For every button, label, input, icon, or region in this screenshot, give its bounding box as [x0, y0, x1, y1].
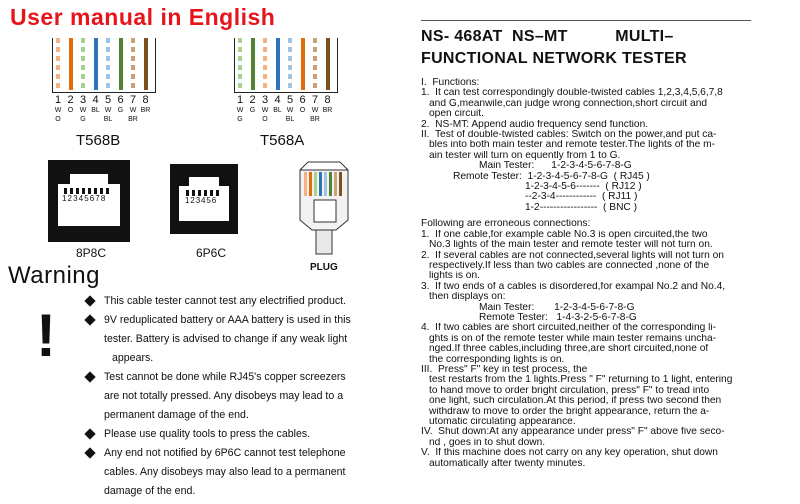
- warning-item-line: Please use quality tools to press the cables.: [104, 428, 311, 440]
- t568a-pin-color-label: W: [286, 107, 294, 114]
- right-panel: [405, 0, 800, 504]
- jack-8p8c-label: 8P8C: [76, 246, 107, 260]
- warning-item-line: permanent damage of the end.: [104, 409, 249, 421]
- manual-line: I. Functions:: [421, 78, 480, 88]
- manual-line: 1. If one cable,for example cable No.3 is open circuited,the two: [421, 229, 708, 240]
- manual-line: then displays on:: [429, 292, 506, 303]
- warning-item: [82, 425, 402, 444]
- t568b-diagram: [52, 38, 162, 150]
- t568b-pin-number: 1: [54, 94, 62, 106]
- t568b-pin-color-label: BR: [128, 116, 138, 123]
- t568b-pin-color-label: O: [67, 107, 74, 114]
- t568a-pin-color-label: W: [261, 107, 269, 114]
- manual-line: 4. If two cables are short circuited,neither of the corresponding li-: [421, 323, 717, 334]
- manual-line: and G,meanwile,can judge wrong connection,short circuit and: [429, 98, 708, 109]
- manual-line: 1-2----------------- ( BNC ): [525, 202, 638, 213]
- t568b-wire-7: [131, 38, 135, 90]
- t568b-pin-color-label: W: [129, 107, 137, 114]
- jack-6p6c-label: 6P6C: [196, 246, 227, 260]
- manual-line: V. If this machine does not carry on any key operation, shut down: [421, 448, 718, 459]
- t568a-pin-number: 4: [274, 94, 281, 106]
- t568a-diagram: [234, 38, 344, 150]
- t568a-pin-color-label: G: [237, 116, 243, 123]
- t568b-pin-number: 2: [67, 94, 74, 106]
- manual-line: to hand move to order bright circulation, press" F" to tread into: [429, 385, 710, 396]
- t568a-pin-number: 3: [261, 94, 269, 106]
- t568b-pin-color-label: O: [55, 116, 61, 123]
- diamond-bullet-icon: [84, 428, 95, 439]
- warning-item: [82, 292, 402, 311]
- warning-item: [82, 311, 402, 368]
- t568a-wire-6: [301, 38, 305, 90]
- t568b-pin-number: 4: [92, 94, 99, 106]
- t568a-pin-number: 8: [324, 94, 331, 106]
- jack-6p6c-pins: 123456: [185, 196, 218, 205]
- manual-line: Remote Tester: 1-4-3-2-5-6-7-8-G: [479, 312, 637, 323]
- t568a-pin-number: 5: [286, 94, 294, 106]
- t568b-pin-number: 3: [79, 94, 87, 106]
- plug-label: PLUG: [310, 262, 338, 273]
- rj45-plug: [292, 160, 356, 260]
- manual-banner: User manual in English: [10, 4, 276, 30]
- manual-title-line1: NS- 468AT NS–MT MULTI–: [421, 28, 674, 45]
- t568a-wire-2: [251, 38, 255, 90]
- t568a-pin-color-label: O: [299, 107, 306, 114]
- warning-item-line: cables. Any disobeys may also lead to a permanent: [104, 466, 346, 478]
- manual-title-line2: FUNCTIONAL NETWORK TESTER: [421, 50, 687, 67]
- manual-line: 1. It can test correspondingly double-twisted cables 1,2,3,4,5,6,7,8: [421, 88, 723, 99]
- t568b-wire-8: [144, 38, 148, 90]
- t568b-pin-color-label: G: [117, 107, 124, 114]
- t568a-wire-1: [238, 38, 242, 90]
- t568b-pin-color-label: W: [104, 107, 112, 114]
- warning-item-line: are not totally pressed. Any disobeys may lead to a: [104, 390, 344, 402]
- t568a-wire-7: [313, 38, 317, 90]
- manual-line: Remote Tester: 1-2-3-4-5-6-7-8-G ( RJ45 ): [453, 171, 650, 182]
- warning-item-line: This cable tester cannot test any electrified product.: [104, 295, 347, 307]
- manual-line: test restarts from the 1 lights.Press " F" returning to 1 light, entering: [429, 375, 733, 386]
- diamond-bullet-icon: [84, 314, 95, 325]
- manual-line: IV. Shut down:At any appearance under press" F" above five seco-: [421, 427, 725, 438]
- plug-drawing: [292, 160, 356, 256]
- manual-line: bles into both main tester and remote tester.The lights of the m-: [429, 140, 715, 151]
- t568b-pin-number: 8: [142, 94, 149, 106]
- t568b-wire-1: [56, 38, 60, 90]
- t568b-wire-2: [69, 38, 73, 90]
- t568a-pin-color-label: BR: [310, 116, 320, 123]
- manual-line: lights is on.: [429, 271, 480, 282]
- manual-line: respectively.If less than two cables are connected ,none of the: [429, 260, 710, 271]
- warning-exclamation: !: [36, 302, 56, 369]
- t568b-wire-4: [94, 38, 98, 90]
- t568a-wire-5: [288, 38, 292, 90]
- warning-item-line: Any end not notified by 6P6C cannot test telephone: [104, 447, 346, 459]
- t568a-pin-number: 2: [249, 94, 256, 106]
- t568b-wire-3: [81, 38, 85, 90]
- manual-line: 2. If several cables are not connected,several lights will not turn on: [421, 250, 724, 261]
- diamond-bullet-icon: [84, 371, 95, 382]
- warning-item-line: Test cannot be done while RJ45's copper screezers: [104, 371, 346, 383]
- manual-line: Following are erroneous connections:: [421, 219, 591, 230]
- t568a-pin-color-label: BL: [285, 116, 295, 123]
- manual-line: ghts is on of the remote tester while main tester remains uncha-: [429, 333, 717, 344]
- warning-item-line: tester. Battery is advised to change if any weak light: [104, 333, 348, 345]
- warning-title: Warning: [8, 262, 100, 289]
- t568a-wire-8: [326, 38, 330, 90]
- manual-line: ain tester will turn on equently from 1 to G.: [429, 150, 621, 161]
- manual-line: III. Press" F" key in test process, the: [421, 364, 588, 375]
- warning-item-line: damage of the end.: [104, 485, 196, 497]
- manual-line: No.3 lights of the main tester and remote tester will not turn on.: [429, 240, 713, 251]
- manual-body: [421, 78, 795, 469]
- manual-line: withdraw to move to order the bright appearance, return the a-: [429, 406, 710, 417]
- t568b-pin-number: 7: [129, 94, 137, 106]
- manual-line: 1-2-3-4-5-6------- ( RJ12 ): [525, 182, 642, 193]
- manual-line: automatically after twenty minutes.: [429, 458, 586, 469]
- manual-line: II. Test of double-twisted cables: Switch on the power,and put ca-: [421, 130, 717, 141]
- jack-8p8c: [48, 160, 130, 242]
- manual-line: utomatic circulating appearance.: [429, 417, 576, 427]
- t568a-pin-color-label: O: [262, 116, 268, 123]
- jack-6p6c: [170, 164, 238, 234]
- warning-item: [82, 444, 402, 501]
- t568a-wire-3: [263, 38, 267, 90]
- manual-line: Main Tester: 1-2-3-4-5-6-7-8-G: [479, 302, 635, 313]
- warning-item: [82, 368, 402, 425]
- manual-line: nd , goes in to shut down.: [429, 437, 546, 448]
- t568a-wire-4: [276, 38, 280, 90]
- t568a-pin-color-label: W: [311, 107, 319, 114]
- warning-item-line: 9V reduplicated battery or AAA battery is used in this: [104, 314, 351, 326]
- diamond-bullet-icon: [84, 295, 95, 306]
- t568b-name: T568B: [76, 132, 121, 149]
- jack-8p8c-pins: 12345678: [62, 194, 107, 203]
- manual-line: Main Tester: 1-2-3-4-5-6-7-8-G: [479, 161, 632, 172]
- t568b-pin-number: 6: [117, 94, 124, 106]
- manual-line: 2. NS-MT: Append audio frequency send function.: [421, 119, 649, 130]
- t568a-pin-number: 6: [299, 94, 306, 106]
- t568a-name: T568A: [260, 132, 305, 149]
- t568b-pin-color-label: BL: [91, 107, 100, 114]
- diamond-bullet-icon: [84, 447, 95, 458]
- manual-line: one light, such circulation.At this period, if press two second then: [429, 396, 722, 407]
- title-rule: [421, 20, 751, 21]
- t568b-wire-6: [119, 38, 123, 90]
- t568a-pin-color-label: BL: [273, 107, 282, 114]
- manual-title: [421, 26, 687, 70]
- t568a-pin-color-label: G: [249, 107, 256, 114]
- manual-line: the corresponding lights is on.: [429, 354, 565, 365]
- t568b-pin-color-label: BL: [103, 116, 113, 123]
- t568a-pin-color-label: W: [236, 107, 244, 114]
- t568a-pin-number: 1: [236, 94, 244, 106]
- warning-item-line: appears.: [112, 352, 154, 364]
- t568b-pin-color-label: W: [79, 107, 87, 114]
- t568b-pin-color-label: W: [54, 107, 62, 114]
- manual-line: --2-3-4------------ ( RJ11 ): [525, 192, 638, 203]
- manual-line: open circuit.: [429, 109, 484, 120]
- t568b-pin-color-label: G: [80, 116, 86, 123]
- t568b-pin-color-label: BR: [140, 107, 151, 114]
- warning-list: [82, 292, 402, 501]
- t568b-pin-number: 5: [104, 94, 112, 106]
- t568a-pin-color-label: BR: [322, 107, 333, 114]
- manual-line: nged.If three cables,including three,are short circuited,none of: [429, 344, 709, 355]
- manual-line: 3. If two ends of a cables is disordered,for exampal No.2 and No.4,: [421, 281, 726, 292]
- t568b-wire-5: [106, 38, 110, 90]
- t568a-pin-number: 7: [311, 94, 319, 106]
